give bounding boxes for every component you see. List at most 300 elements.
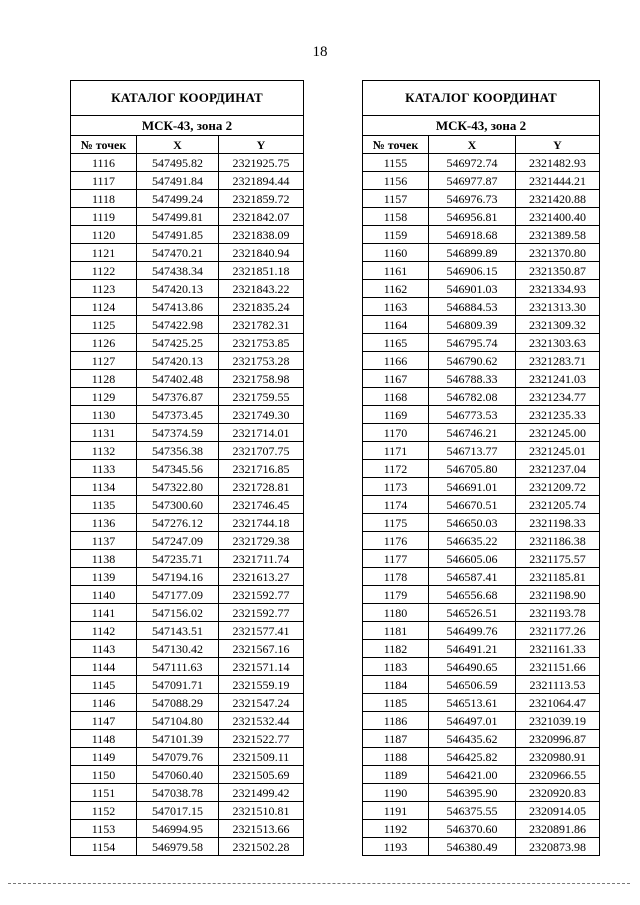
point-number-cell: 1150 xyxy=(71,766,137,784)
x-coordinate-cell: 547156.02 xyxy=(137,604,219,622)
table-row xyxy=(363,514,600,532)
point-number-cell: 1130 xyxy=(71,406,137,424)
point-number-cell: 1158 xyxy=(363,208,429,226)
point-number-cell: 1188 xyxy=(363,748,429,766)
point-number-cell: 1176 xyxy=(363,532,429,550)
y-coordinate-cell: 2321838.09 xyxy=(219,226,304,244)
point-number-cell: 1160 xyxy=(363,244,429,262)
x-coordinate-cell: 546788.33 xyxy=(429,370,516,388)
table-row xyxy=(363,370,600,388)
point-number-cell: 1147 xyxy=(71,712,137,730)
table-row xyxy=(363,424,600,442)
y-coordinate-cell: 2321559.19 xyxy=(219,676,304,694)
table-row xyxy=(363,802,600,820)
point-number-cell: 1169 xyxy=(363,406,429,424)
table-row xyxy=(71,712,304,730)
table-row xyxy=(363,190,600,208)
point-number-cell: 1124 xyxy=(71,298,137,316)
point-number-cell: 1148 xyxy=(71,730,137,748)
point-number-cell: 1155 xyxy=(363,154,429,172)
x-coordinate-cell: 547499.81 xyxy=(137,208,219,226)
table-row xyxy=(71,244,304,262)
y-coordinate-cell: 2321420.88 xyxy=(516,190,600,208)
y-coordinate-cell: 2321707.75 xyxy=(219,442,304,460)
point-number-cell: 1161 xyxy=(363,262,429,280)
table-row xyxy=(71,370,304,388)
y-coordinate-cell: 2321313.30 xyxy=(516,298,600,316)
table-row xyxy=(363,838,600,856)
point-number-cell: 1132 xyxy=(71,442,137,460)
table-row xyxy=(71,730,304,748)
table-row xyxy=(71,568,304,586)
y-coordinate-cell: 2320873.98 xyxy=(516,838,600,856)
point-number-cell: 1137 xyxy=(71,532,137,550)
x-coordinate-cell: 546370.60 xyxy=(429,820,516,838)
point-number-cell: 1118 xyxy=(71,190,137,208)
x-coordinate-cell: 547104.80 xyxy=(137,712,219,730)
point-number-cell: 1145 xyxy=(71,676,137,694)
y-coordinate-cell: 2320914.05 xyxy=(516,802,600,820)
table-row xyxy=(71,316,304,334)
x-coordinate-cell: 546979.58 xyxy=(137,838,219,856)
table-row xyxy=(71,154,304,172)
point-number-cell: 1142 xyxy=(71,622,137,640)
point-number-cell: 1116 xyxy=(71,154,137,172)
x-coordinate-cell: 547491.84 xyxy=(137,172,219,190)
x-coordinate-cell: 547420.13 xyxy=(137,280,219,298)
y-coordinate-cell: 2321444.21 xyxy=(516,172,600,190)
x-coordinate-cell: 546901.03 xyxy=(429,280,516,298)
table-row xyxy=(363,334,600,352)
table-row xyxy=(363,172,600,190)
y-coordinate-cell: 2321245.01 xyxy=(516,442,600,460)
table-row xyxy=(363,262,600,280)
y-coordinate-cell: 2321064.47 xyxy=(516,694,600,712)
y-coordinate-cell: 2321334.93 xyxy=(516,280,600,298)
point-number-cell: 1135 xyxy=(71,496,137,514)
x-coordinate-cell: 546795.74 xyxy=(429,334,516,352)
y-coordinate-cell: 2321198.33 xyxy=(516,514,600,532)
y-coordinate-cell: 2321522.77 xyxy=(219,730,304,748)
column-header-point-number: № точек xyxy=(363,136,429,154)
point-number-cell: 1181 xyxy=(363,622,429,640)
table-row xyxy=(363,568,600,586)
y-coordinate-cell: 2321840.94 xyxy=(219,244,304,262)
point-number-cell: 1128 xyxy=(71,370,137,388)
table-row xyxy=(71,424,304,442)
table-row xyxy=(71,478,304,496)
table-row xyxy=(363,694,600,712)
coordinate-catalog-right xyxy=(362,80,600,856)
table-row xyxy=(71,622,304,640)
table-row xyxy=(363,280,600,298)
x-coordinate-cell: 546375.55 xyxy=(429,802,516,820)
point-number-cell: 1185 xyxy=(363,694,429,712)
x-coordinate-cell: 547300.60 xyxy=(137,496,219,514)
column-header-y: Y xyxy=(219,136,304,154)
column-header-point-number: № точек xyxy=(71,136,137,154)
x-coordinate-cell: 546918.68 xyxy=(429,226,516,244)
y-coordinate-cell: 2321283.71 xyxy=(516,352,600,370)
x-coordinate-cell: 546499.76 xyxy=(429,622,516,640)
point-number-cell: 1136 xyxy=(71,514,137,532)
table-row xyxy=(71,334,304,352)
point-number-cell: 1129 xyxy=(71,388,137,406)
x-coordinate-cell: 546994.95 xyxy=(137,820,219,838)
y-coordinate-cell: 2321237.04 xyxy=(516,460,600,478)
y-coordinate-cell: 2321350.87 xyxy=(516,262,600,280)
x-coordinate-cell: 547038.78 xyxy=(137,784,219,802)
x-coordinate-cell: 546906.15 xyxy=(429,262,516,280)
table-row xyxy=(363,298,600,316)
x-coordinate-cell: 546782.08 xyxy=(429,388,516,406)
point-number-cell: 1153 xyxy=(71,820,137,838)
x-coordinate-cell: 547276.12 xyxy=(137,514,219,532)
x-coordinate-cell: 547111.63 xyxy=(137,658,219,676)
table-row xyxy=(363,406,600,424)
point-number-cell: 1133 xyxy=(71,460,137,478)
table-row xyxy=(71,748,304,766)
table-row xyxy=(363,712,600,730)
table-row xyxy=(71,766,304,784)
x-coordinate-cell: 546395.90 xyxy=(429,784,516,802)
x-coordinate-cell: 547101.39 xyxy=(137,730,219,748)
x-coordinate-cell: 546713.77 xyxy=(429,442,516,460)
x-coordinate-cell: 547402.48 xyxy=(137,370,219,388)
point-number-cell: 1140 xyxy=(71,586,137,604)
table-row xyxy=(71,496,304,514)
x-coordinate-cell: 547088.29 xyxy=(137,694,219,712)
table-row xyxy=(71,226,304,244)
x-coordinate-cell: 546421.00 xyxy=(429,766,516,784)
point-number-cell: 1170 xyxy=(363,424,429,442)
x-coordinate-cell: 547130.42 xyxy=(137,640,219,658)
point-number-cell: 1152 xyxy=(71,802,137,820)
x-coordinate-cell: 547356.38 xyxy=(137,442,219,460)
x-coordinate-cell: 546790.62 xyxy=(429,352,516,370)
y-coordinate-cell: 2321711.74 xyxy=(219,550,304,568)
point-number-cell: 1166 xyxy=(363,352,429,370)
y-coordinate-cell: 2320966.55 xyxy=(516,766,600,784)
y-coordinate-cell: 2321186.38 xyxy=(516,532,600,550)
y-coordinate-cell: 2321234.77 xyxy=(516,388,600,406)
table-row xyxy=(71,550,304,568)
x-coordinate-cell: 547060.40 xyxy=(137,766,219,784)
y-coordinate-cell: 2321842.07 xyxy=(219,208,304,226)
table-row xyxy=(363,784,600,802)
table-row xyxy=(71,262,304,280)
y-coordinate-cell: 2321716.85 xyxy=(219,460,304,478)
x-coordinate-cell: 546972.74 xyxy=(429,154,516,172)
x-coordinate-cell: 546513.61 xyxy=(429,694,516,712)
table-row xyxy=(363,460,600,478)
point-number-cell: 1171 xyxy=(363,442,429,460)
column-header-x: X xyxy=(429,136,516,154)
y-coordinate-cell: 2321758.98 xyxy=(219,370,304,388)
y-coordinate-cell: 2321505.69 xyxy=(219,766,304,784)
y-coordinate-cell: 2321592.77 xyxy=(219,586,304,604)
y-coordinate-cell: 2320891.86 xyxy=(516,820,600,838)
y-coordinate-cell: 2321509.11 xyxy=(219,748,304,766)
y-coordinate-cell: 2321400.40 xyxy=(516,208,600,226)
y-coordinate-cell: 2321571.14 xyxy=(219,658,304,676)
y-coordinate-cell: 2321389.58 xyxy=(516,226,600,244)
y-coordinate-cell: 2321729.38 xyxy=(219,532,304,550)
y-coordinate-cell: 2321728.81 xyxy=(219,478,304,496)
bottom-divider xyxy=(8,883,630,884)
x-coordinate-cell: 546491.21 xyxy=(429,640,516,658)
y-coordinate-cell: 2321370.80 xyxy=(516,244,600,262)
point-number-cell: 1167 xyxy=(363,370,429,388)
point-number-cell: 1178 xyxy=(363,568,429,586)
point-number-cell: 1149 xyxy=(71,748,137,766)
table-row xyxy=(71,514,304,532)
x-coordinate-cell: 547079.76 xyxy=(137,748,219,766)
x-coordinate-cell: 546809.39 xyxy=(429,316,516,334)
table-row xyxy=(71,460,304,478)
x-coordinate-cell: 546635.22 xyxy=(429,532,516,550)
point-number-cell: 1183 xyxy=(363,658,429,676)
table-row xyxy=(363,532,600,550)
table-row xyxy=(363,154,600,172)
point-number-cell: 1192 xyxy=(363,820,429,838)
table-row xyxy=(71,172,304,190)
point-number-cell: 1138 xyxy=(71,550,137,568)
x-coordinate-cell: 547017.15 xyxy=(137,802,219,820)
x-coordinate-cell: 546650.03 xyxy=(429,514,516,532)
x-coordinate-cell: 547143.51 xyxy=(137,622,219,640)
table-row xyxy=(363,820,600,838)
x-coordinate-cell: 547247.09 xyxy=(137,532,219,550)
table-row xyxy=(71,298,304,316)
y-coordinate-cell: 2321749.30 xyxy=(219,406,304,424)
point-number-cell: 1127 xyxy=(71,352,137,370)
x-coordinate-cell: 547499.24 xyxy=(137,190,219,208)
x-coordinate-cell: 546746.21 xyxy=(429,424,516,442)
point-number-cell: 1141 xyxy=(71,604,137,622)
point-number-cell: 1131 xyxy=(71,424,137,442)
y-coordinate-cell: 2321245.00 xyxy=(516,424,600,442)
table-row xyxy=(363,208,600,226)
x-coordinate-cell: 546773.53 xyxy=(429,406,516,424)
point-number-cell: 1184 xyxy=(363,676,429,694)
x-coordinate-cell: 547345.56 xyxy=(137,460,219,478)
point-number-cell: 1126 xyxy=(71,334,137,352)
y-coordinate-cell: 2321714.01 xyxy=(219,424,304,442)
y-coordinate-cell: 2321499.42 xyxy=(219,784,304,802)
x-coordinate-cell: 547322.80 xyxy=(137,478,219,496)
x-coordinate-cell: 546670.51 xyxy=(429,496,516,514)
y-coordinate-cell: 2321235.33 xyxy=(516,406,600,424)
table-row xyxy=(363,622,600,640)
y-coordinate-cell: 2321175.57 xyxy=(516,550,600,568)
table-row xyxy=(71,694,304,712)
y-coordinate-cell: 2320980.91 xyxy=(516,748,600,766)
point-number-cell: 1182 xyxy=(363,640,429,658)
table-row xyxy=(363,766,600,784)
point-number-cell: 1151 xyxy=(71,784,137,802)
y-coordinate-cell: 2321532.44 xyxy=(219,712,304,730)
page-number: 18 xyxy=(312,44,328,60)
y-coordinate-cell: 2321039.19 xyxy=(516,712,600,730)
zone-label: МСК-43, зона 2 xyxy=(71,116,304,136)
point-number-cell: 1154 xyxy=(71,838,137,856)
table-row xyxy=(71,532,304,550)
point-number-cell: 1168 xyxy=(363,388,429,406)
x-coordinate-cell: 546605.06 xyxy=(429,550,516,568)
x-coordinate-cell: 547091.71 xyxy=(137,676,219,694)
y-coordinate-cell: 2321482.93 xyxy=(516,154,600,172)
point-number-cell: 1190 xyxy=(363,784,429,802)
point-number-cell: 1159 xyxy=(363,226,429,244)
point-number-cell: 1165 xyxy=(363,334,429,352)
x-coordinate-cell: 547235.71 xyxy=(137,550,219,568)
x-coordinate-cell: 546884.53 xyxy=(429,298,516,316)
y-coordinate-cell: 2321309.32 xyxy=(516,316,600,334)
point-number-cell: 1146 xyxy=(71,694,137,712)
table-row xyxy=(363,640,600,658)
catalog-title: КАТАЛОГ КООРДИНАТ xyxy=(363,81,600,116)
y-coordinate-cell: 2321209.72 xyxy=(516,478,600,496)
y-coordinate-cell: 2320920.83 xyxy=(516,784,600,802)
x-coordinate-cell: 546976.73 xyxy=(429,190,516,208)
point-number-cell: 1173 xyxy=(363,478,429,496)
x-coordinate-cell: 547413.86 xyxy=(137,298,219,316)
y-coordinate-cell: 2321859.72 xyxy=(219,190,304,208)
point-number-cell: 1157 xyxy=(363,190,429,208)
x-coordinate-cell: 546380.49 xyxy=(429,838,516,856)
coordinate-rows-left xyxy=(71,154,304,856)
table-row xyxy=(363,244,600,262)
x-coordinate-cell: 547376.87 xyxy=(137,388,219,406)
y-coordinate-cell: 2321547.24 xyxy=(219,694,304,712)
y-coordinate-cell: 2321177.26 xyxy=(516,622,600,640)
column-header-y: Y xyxy=(516,136,600,154)
point-number-cell: 1186 xyxy=(363,712,429,730)
x-coordinate-cell: 546490.65 xyxy=(429,658,516,676)
table-row xyxy=(363,550,600,568)
point-number-cell: 1121 xyxy=(71,244,137,262)
table-row xyxy=(71,406,304,424)
x-coordinate-cell: 546497.01 xyxy=(429,712,516,730)
point-number-cell: 1122 xyxy=(71,262,137,280)
x-coordinate-cell: 546587.41 xyxy=(429,568,516,586)
table-row xyxy=(71,280,304,298)
zone-label: МСК-43, зона 2 xyxy=(363,116,600,136)
point-number-cell: 1123 xyxy=(71,280,137,298)
point-number-cell: 1180 xyxy=(363,604,429,622)
x-coordinate-cell: 546425.82 xyxy=(429,748,516,766)
x-coordinate-cell: 546435.62 xyxy=(429,730,516,748)
point-number-cell: 1143 xyxy=(71,640,137,658)
table-row xyxy=(71,586,304,604)
x-coordinate-cell: 546705.80 xyxy=(429,460,516,478)
y-coordinate-cell: 2321851.18 xyxy=(219,262,304,280)
point-number-cell: 1179 xyxy=(363,586,429,604)
point-number-cell: 1193 xyxy=(363,838,429,856)
y-coordinate-cell: 2321113.53 xyxy=(516,676,600,694)
y-coordinate-cell: 2321502.28 xyxy=(219,838,304,856)
x-coordinate-cell: 546691.01 xyxy=(429,478,516,496)
x-coordinate-cell: 547470.21 xyxy=(137,244,219,262)
y-coordinate-cell: 2321303.63 xyxy=(516,334,600,352)
table-row xyxy=(363,676,600,694)
table-row xyxy=(71,658,304,676)
table-row xyxy=(71,208,304,226)
x-coordinate-cell: 547373.45 xyxy=(137,406,219,424)
point-number-cell: 1162 xyxy=(363,280,429,298)
x-coordinate-cell: 546899.89 xyxy=(429,244,516,262)
point-number-cell: 1125 xyxy=(71,316,137,334)
catalog-title: КАТАЛОГ КООРДИНАТ xyxy=(71,81,304,116)
table-row xyxy=(363,658,600,676)
table-row xyxy=(71,190,304,208)
y-coordinate-cell: 2321205.74 xyxy=(516,496,600,514)
x-coordinate-cell: 546506.59 xyxy=(429,676,516,694)
x-coordinate-cell: 547438.34 xyxy=(137,262,219,280)
y-coordinate-cell: 2321161.33 xyxy=(516,640,600,658)
y-coordinate-cell: 2321185.81 xyxy=(516,568,600,586)
y-coordinate-cell: 2321513.66 xyxy=(219,820,304,838)
table-row xyxy=(363,442,600,460)
table-row xyxy=(71,388,304,406)
point-number-cell: 1189 xyxy=(363,766,429,784)
table-row xyxy=(363,352,600,370)
point-number-cell: 1120 xyxy=(71,226,137,244)
point-number-cell: 1119 xyxy=(71,208,137,226)
point-number-cell: 1156 xyxy=(363,172,429,190)
coordinate-rows-right xyxy=(363,154,600,856)
table-row xyxy=(363,316,600,334)
point-number-cell: 1117 xyxy=(71,172,137,190)
x-coordinate-cell: 546956.81 xyxy=(429,208,516,226)
table-row xyxy=(363,388,600,406)
point-number-cell: 1177 xyxy=(363,550,429,568)
y-coordinate-cell: 2321753.85 xyxy=(219,334,304,352)
y-coordinate-cell: 2320996.87 xyxy=(516,730,600,748)
x-coordinate-cell: 547422.98 xyxy=(137,316,219,334)
point-number-cell: 1175 xyxy=(363,514,429,532)
table-row xyxy=(71,802,304,820)
y-coordinate-cell: 2321241.03 xyxy=(516,370,600,388)
y-coordinate-cell: 2321925.75 xyxy=(219,154,304,172)
x-coordinate-cell: 547374.59 xyxy=(137,424,219,442)
point-number-cell: 1164 xyxy=(363,316,429,334)
table-row xyxy=(71,838,304,856)
y-coordinate-cell: 2321510.81 xyxy=(219,802,304,820)
x-coordinate-cell: 547177.09 xyxy=(137,586,219,604)
table-row xyxy=(71,640,304,658)
x-coordinate-cell: 546526.51 xyxy=(429,604,516,622)
table-row xyxy=(363,478,600,496)
table-row xyxy=(363,604,600,622)
point-number-cell: 1134 xyxy=(71,478,137,496)
x-coordinate-cell: 546556.68 xyxy=(429,586,516,604)
column-header-x: X xyxy=(137,136,219,154)
table-row xyxy=(71,784,304,802)
table-row xyxy=(363,730,600,748)
x-coordinate-cell: 547425.25 xyxy=(137,334,219,352)
table-row xyxy=(363,496,600,514)
y-coordinate-cell: 2321592.77 xyxy=(219,604,304,622)
y-coordinate-cell: 2321744.18 xyxy=(219,514,304,532)
point-number-cell: 1174 xyxy=(363,496,429,514)
point-number-cell: 1191 xyxy=(363,802,429,820)
point-number-cell: 1172 xyxy=(363,460,429,478)
table-row xyxy=(363,586,600,604)
y-coordinate-cell: 2321782.31 xyxy=(219,316,304,334)
x-coordinate-cell: 546977.87 xyxy=(429,172,516,190)
